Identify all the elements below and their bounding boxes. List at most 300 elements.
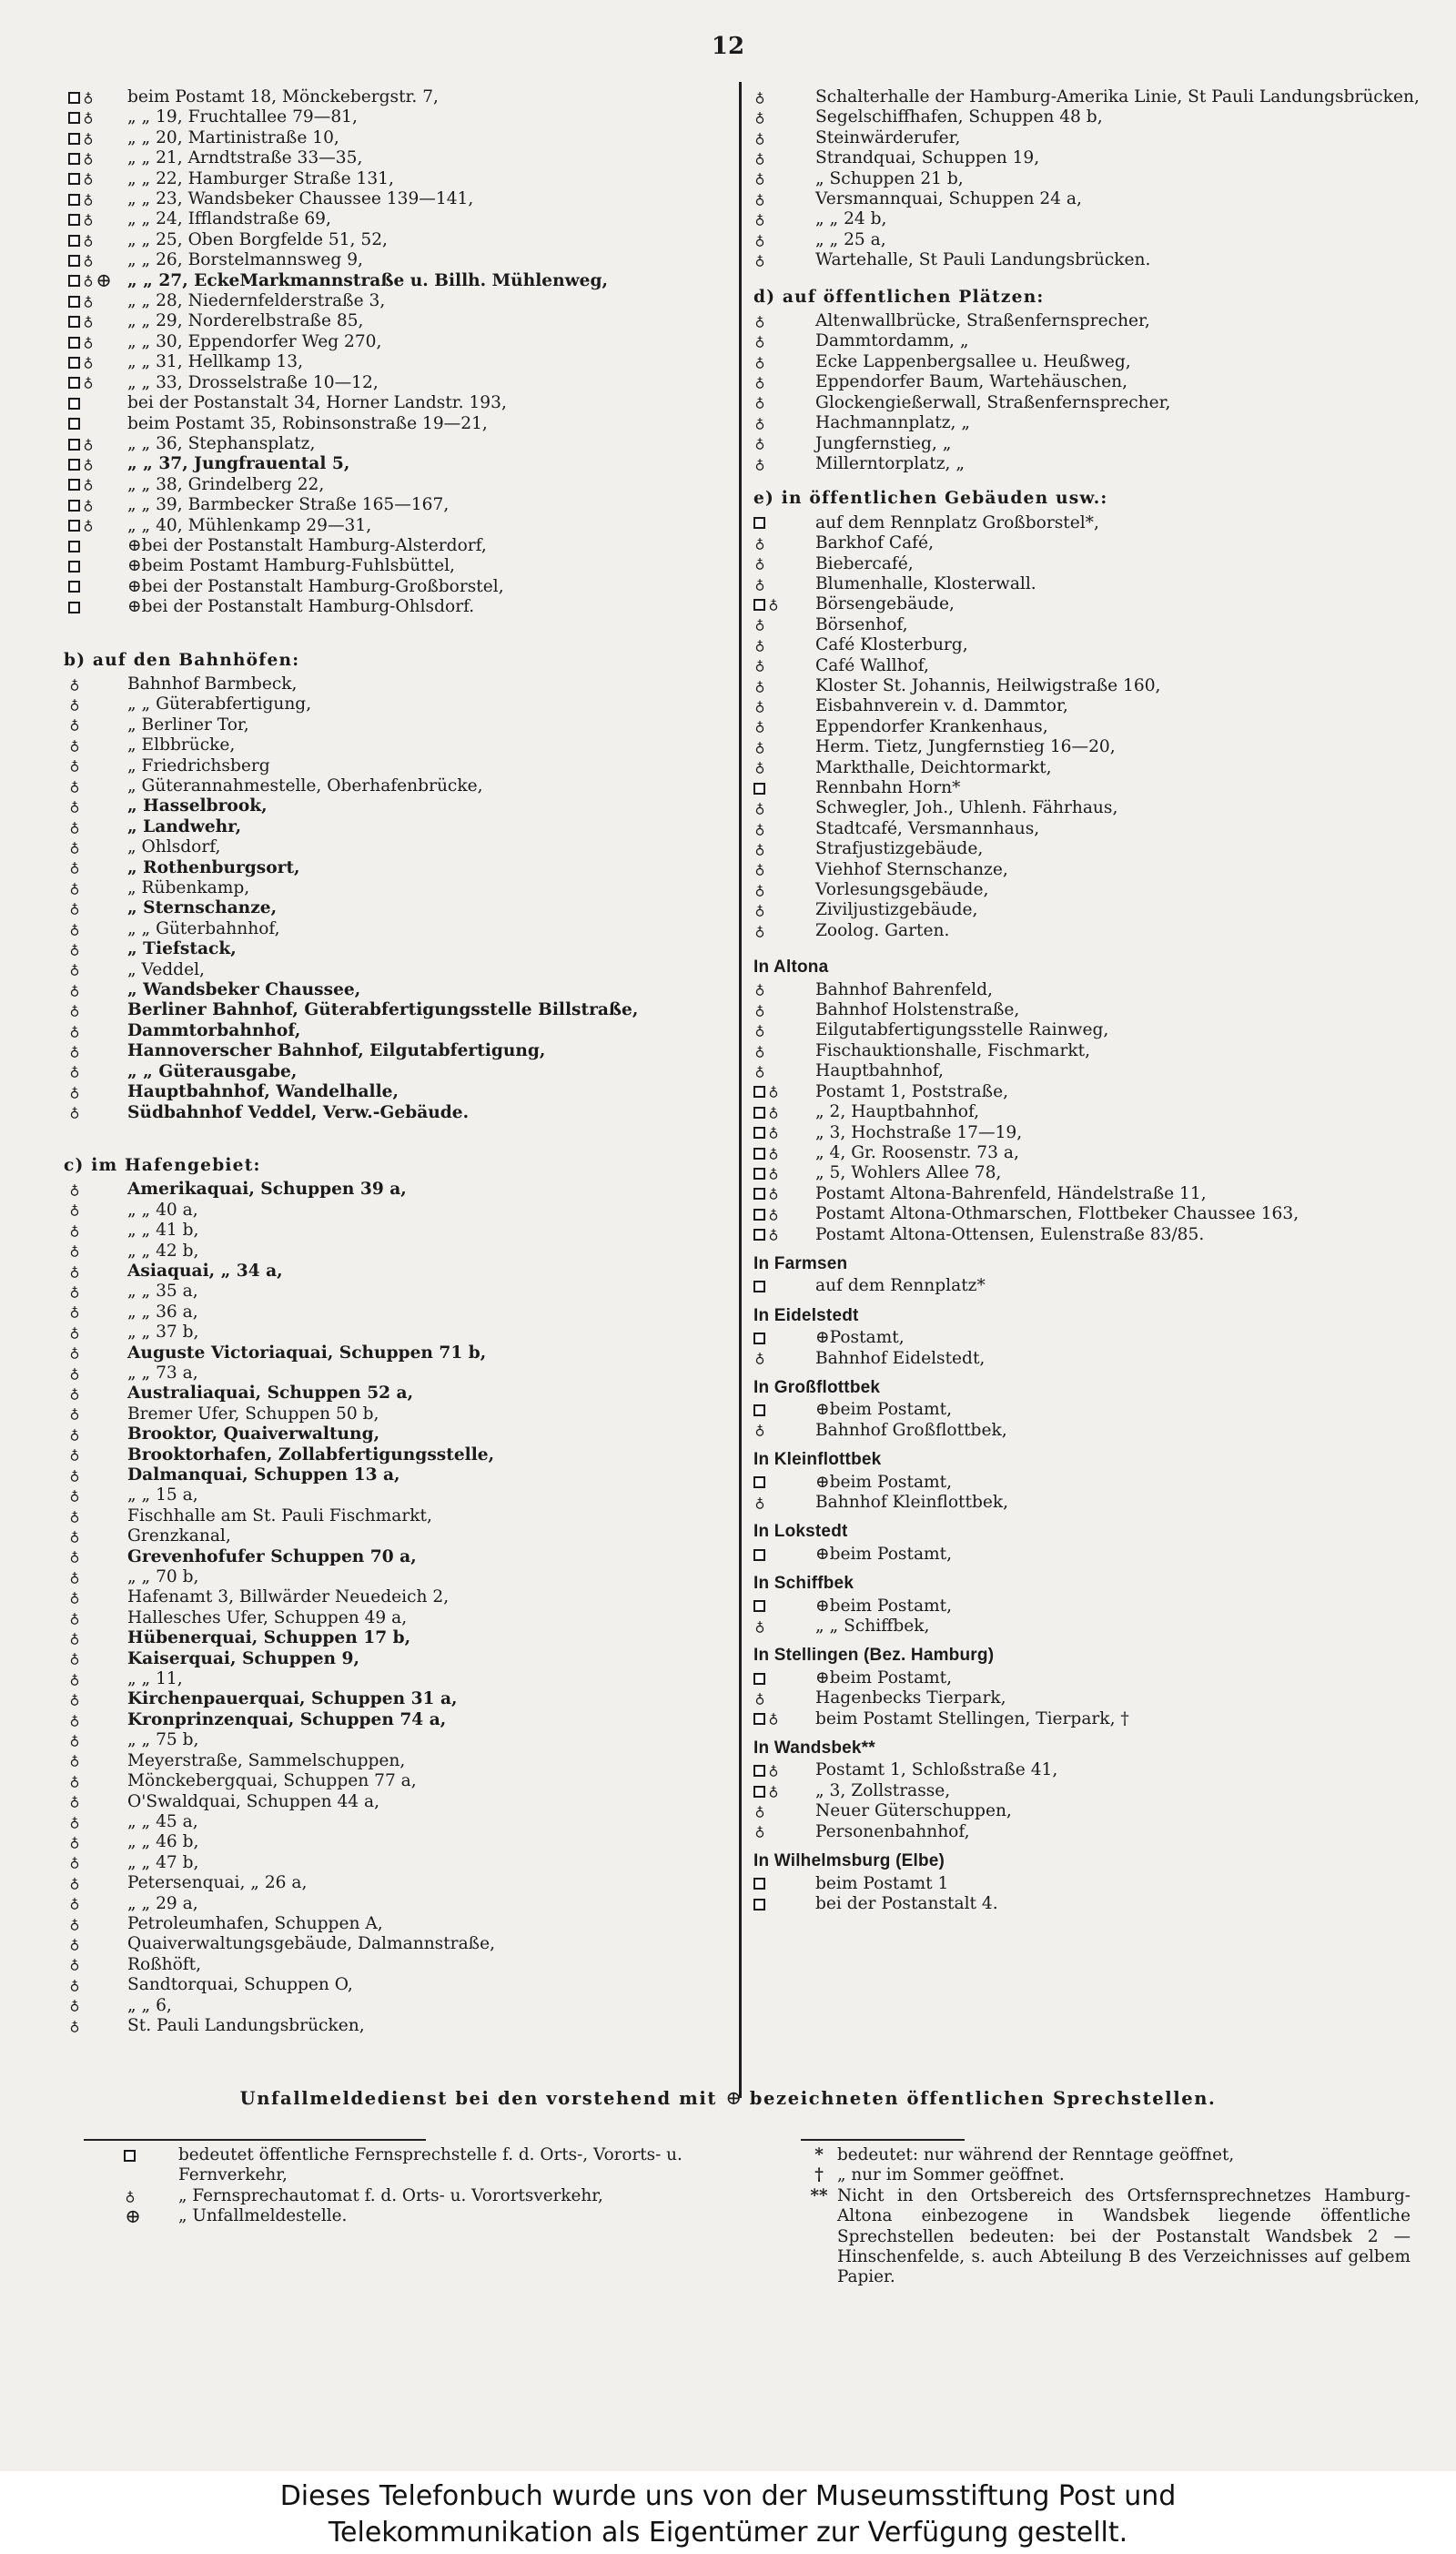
fernsprechautomat-icon: ♁ xyxy=(69,1507,80,1525)
fernsprechautomat-icon: ♁ xyxy=(69,1650,80,1667)
fernsprechautomat-icon: ♁ xyxy=(83,435,94,452)
list-item xyxy=(64,414,721,434)
list-item-text: „ Tiefstack, xyxy=(127,939,237,959)
list-item-text: Hachmannplatz, „ xyxy=(815,413,971,433)
list-item xyxy=(64,1465,721,1485)
fernsprechstelle-square-icon xyxy=(68,357,80,369)
fernsprechautomat-icon: ♁ xyxy=(69,981,80,998)
marker-group xyxy=(64,209,127,229)
fernsprechstelle-square-icon xyxy=(68,194,80,206)
marker-group xyxy=(753,1163,815,1183)
fernsprechstelle-square-icon xyxy=(68,133,80,145)
list-item xyxy=(64,230,721,250)
marker-group xyxy=(753,717,815,737)
place-heading: In Schiffbek xyxy=(753,1574,854,1594)
fernsprechautomat-icon: ♁ xyxy=(754,1823,765,1840)
marker-group xyxy=(64,352,127,372)
fernsprechstelle-square-icon xyxy=(753,1713,765,1725)
marker-group xyxy=(753,1204,815,1224)
marker-group xyxy=(64,1832,127,1852)
list-item-text: bei der Postanstalt 4. xyxy=(815,1893,998,1913)
marker-group xyxy=(753,1400,815,1420)
place-heading: In Großflottbek xyxy=(753,1377,881,1397)
marker-group xyxy=(753,1102,815,1122)
fernsprechautomat-icon: ♁ xyxy=(83,170,94,187)
marker-group xyxy=(64,1323,127,1343)
list-item xyxy=(753,189,1418,209)
list-item xyxy=(64,148,721,168)
footnote xyxy=(801,2145,1410,2165)
fernsprechautomat-icon: ♁ xyxy=(754,231,765,248)
list-item-text: Stadtcafé, Versmannhaus, xyxy=(815,818,1040,838)
marker-group xyxy=(753,860,815,880)
marker-group xyxy=(753,1668,815,1688)
list-item xyxy=(64,1689,721,1709)
list-item xyxy=(753,921,1418,941)
fernsprechstelle-square-icon xyxy=(753,1148,765,1160)
list-item-text: „ „ 20, Martinistraße 10, xyxy=(127,127,339,147)
list-item xyxy=(753,1061,1418,1081)
list-item xyxy=(64,1343,721,1363)
marker-group xyxy=(64,556,127,576)
marker-group xyxy=(64,1628,127,1648)
list-item xyxy=(64,1628,721,1648)
marker-group xyxy=(753,1184,815,1204)
fernsprechautomat-icon: ♁ xyxy=(754,534,765,552)
fernsprechstelle-square-icon xyxy=(753,1107,765,1119)
list-item xyxy=(753,413,1418,433)
fernsprechautomat-icon: ♁ xyxy=(754,922,765,939)
marker-group xyxy=(753,921,815,941)
fernsprechautomat-icon: ♁ xyxy=(69,1425,80,1443)
marker-group xyxy=(64,1669,127,1689)
list-item-text: „ Güterannahmestelle, Oberhafenbrücke, xyxy=(127,776,483,796)
place-heading: In Lokstedt xyxy=(753,1522,848,1542)
list-item xyxy=(753,1102,1418,1122)
marker-group xyxy=(64,1221,127,1241)
fernsprechautomat-icon: ♁ xyxy=(69,1711,80,1728)
section-heading-plaetze: d) auf öffentlichen Plätzen: xyxy=(753,287,1045,307)
list-item-text: „ „ 46 b, xyxy=(127,1832,199,1852)
list-item-text: „ „ Schiffbek, xyxy=(815,1617,930,1637)
fernsprechautomat-icon: ♁ xyxy=(69,1405,80,1423)
marker-group xyxy=(64,1242,127,1262)
fernsprechstelle-square-icon xyxy=(753,1476,765,1488)
fernsprechautomat-icon: ♁ xyxy=(69,1022,80,1039)
list-item-text: Altenwallbrücke, Straßenfernsprecher, xyxy=(815,311,1150,331)
list-item xyxy=(64,878,721,898)
list-item-text: Börsenhof, xyxy=(815,614,908,634)
list-item-text: Neuer Güterschuppen, xyxy=(815,1801,1012,1821)
list-item-text: Glockengießerwall, Straßenfernsprecher, xyxy=(815,392,1171,412)
list-item xyxy=(64,1608,721,1628)
list-item xyxy=(753,635,1418,655)
marker-group xyxy=(64,1873,127,1893)
fernsprechautomat-icon: ♁ xyxy=(69,1589,80,1606)
list-item-text: Bahnhof Bahrenfeld, xyxy=(815,979,993,999)
list-item xyxy=(64,1383,721,1404)
marker-group xyxy=(64,1812,127,1832)
fernsprechautomat-icon: ♁ xyxy=(69,1874,80,1891)
list-item-text: Viehhof Sternschanze, xyxy=(815,859,1008,879)
fernsprechstelle-square-icon xyxy=(68,235,80,247)
list-item-text: ⊕bei der Postanstalt Hamburg-Ohlsdorf. xyxy=(127,597,475,617)
list-item-text: beim Postamt Stellingen, Tierpark, † xyxy=(815,1708,1129,1728)
list-item-text: „ „ 33, Drosselstraße 10—12, xyxy=(127,372,379,392)
marker-group xyxy=(64,1853,127,1873)
fernsprechstelle-square-icon xyxy=(753,1878,765,1890)
list-item-text: auf dem Rennplatz* xyxy=(815,1276,986,1296)
marker-group xyxy=(753,413,815,433)
fernsprechautomat-icon: ♁ xyxy=(69,920,80,937)
fernsprechautomat-icon: ♁ xyxy=(768,1144,779,1161)
list-item-text: „ „ 24, Ifflandstraße 69, xyxy=(127,209,331,229)
list-item xyxy=(753,372,1418,392)
marker-group xyxy=(64,1445,127,1465)
fernsprechautomat-icon: ♁ xyxy=(768,1165,779,1181)
marker-group xyxy=(64,597,127,617)
marker-group xyxy=(64,1201,127,1221)
list-item-text: Vorlesungsgebäude, xyxy=(815,880,989,900)
marker-group xyxy=(64,1710,127,1730)
list-item-text: Eppendorfer Baum, Wartehäuschen, xyxy=(815,372,1128,392)
marker-group xyxy=(753,798,815,818)
marker-group xyxy=(64,1649,127,1669)
fernsprechautomat-icon: ♁ xyxy=(69,838,80,856)
fernsprechautomat-icon: ♁ xyxy=(754,435,765,452)
page-number: 12 xyxy=(711,33,745,60)
list-item xyxy=(64,1000,721,1020)
marker-group xyxy=(64,1343,127,1363)
column-divider xyxy=(739,82,742,2098)
list-item xyxy=(64,1771,721,1791)
list-item-text: O'Swaldquai, Schuppen 44 a, xyxy=(127,1791,380,1811)
fernsprechstelle-square-icon xyxy=(68,500,80,512)
marker-group xyxy=(64,373,127,393)
list-item-text: Australiaquai, Schuppen 52 a, xyxy=(127,1383,414,1404)
list-item xyxy=(64,1567,721,1587)
list-item-text: „ Wandsbeker Chaussee, xyxy=(127,980,361,1000)
list-item-text: „ „ 37, Jungfrauental 5, xyxy=(127,454,350,474)
fernsprechautomat-icon: ♁ xyxy=(69,1956,80,1973)
fernsprechstelle-square-icon xyxy=(68,439,80,451)
list-item xyxy=(64,311,721,331)
list-item-text: Petroleumhafen, Schuppen A, xyxy=(127,1913,383,1933)
marker-group xyxy=(64,898,127,918)
fernsprechautomat-icon: ♁ xyxy=(754,373,765,390)
fernsprechautomat-icon: ♁ xyxy=(69,1466,80,1484)
list-item-text: ⊕beim Postamt, xyxy=(815,1472,953,1492)
fernsprechautomat-icon: ♁ xyxy=(69,961,80,978)
list-item xyxy=(64,87,721,107)
marker-group xyxy=(753,1000,815,1020)
list-item xyxy=(753,1668,1418,1688)
marker-group xyxy=(753,696,815,716)
list-item xyxy=(753,778,1418,798)
marker-group xyxy=(64,1547,127,1567)
list-item xyxy=(753,980,1418,1000)
list-item-text: „ Rübenkamp, xyxy=(127,878,250,898)
marker-group xyxy=(64,735,127,755)
list-item-text: Berliner Bahnhof, Güterabfertigungsstelle Billstraße, xyxy=(127,1000,639,1020)
place-entries xyxy=(753,1276,1418,1296)
legend-rule xyxy=(84,2139,426,2141)
marker-group xyxy=(64,1103,127,1123)
list-item-text: „ „ 38, Grindelberg 22, xyxy=(127,474,325,494)
marker-group xyxy=(753,1760,815,1780)
fernsprechstelle-square-icon xyxy=(753,1549,765,1561)
marker-group xyxy=(753,1545,815,1565)
marker-group xyxy=(753,454,815,474)
marker-group xyxy=(753,778,815,798)
place-entries xyxy=(753,1328,1418,1369)
marker-group xyxy=(64,1894,127,1914)
list-item-text: „ „ 29, Norderelbstraße 85, xyxy=(127,311,364,331)
list-item xyxy=(753,594,1418,614)
fernsprechautomat-icon: ♁ xyxy=(768,1226,779,1243)
list-item xyxy=(753,1328,1418,1348)
list-item xyxy=(64,1506,721,1526)
list-item-text: Postamt Altona-Ottensen, Eulenstraße 83/85. xyxy=(815,1224,1205,1244)
list-item-text: Hauptbahnhof, xyxy=(815,1061,944,1081)
fernsprechautomat-icon: ♁ xyxy=(754,1689,765,1707)
marker-group xyxy=(64,878,127,898)
list-item-text: Biebercafé, xyxy=(815,553,914,573)
fernsprechautomat-icon: ♁ xyxy=(754,981,765,998)
marker-group xyxy=(753,1617,815,1637)
list-item-text: „ „ 39, Barmbecker Straße 165—167, xyxy=(127,495,450,515)
legend-marker xyxy=(124,2145,178,2165)
marker-group xyxy=(64,980,127,1000)
list-item xyxy=(64,1914,721,1934)
marker-group xyxy=(64,128,127,148)
list-item-text: Millerntorplatz, „ xyxy=(815,453,965,473)
list-item xyxy=(753,1709,1418,1729)
marker-group xyxy=(753,1781,815,1801)
list-item-text: Mönckebergquai, Schuppen 77 a, xyxy=(127,1771,417,1791)
fernsprechautomat-icon: ♁ xyxy=(754,129,765,147)
fernsprechautomat-icon: ♁ xyxy=(754,190,765,208)
marker-group xyxy=(64,1771,127,1791)
list-item-text: Auguste Victoriaquai, Schuppen 71 b, xyxy=(127,1343,487,1363)
fernsprechstelle-square-icon xyxy=(68,255,80,267)
fernsprechautomat-icon: ♁ xyxy=(83,251,94,269)
list-item-text: Rennbahn Horn* xyxy=(815,778,961,797)
list-item-text: Postamt Altona-Othmarschen, Flottbeker Chaussee 163, xyxy=(815,1204,1299,1224)
unfallmeldestelle-circle-cross-icon: ⊕ xyxy=(725,2087,743,2109)
list-item-text: „ „ 22, Hamburger Straße 131, xyxy=(127,168,394,188)
gebaeude-list xyxy=(753,513,1418,942)
fernsprechautomat-icon: ♁ xyxy=(754,1494,765,1511)
places-list xyxy=(753,1254,1418,1914)
footnote-text: „ nur im Sommer geöffnet. xyxy=(837,2165,1065,2185)
postal-office-list xyxy=(64,87,721,618)
list-item xyxy=(64,209,721,229)
marker-group xyxy=(64,1689,127,1709)
list-item xyxy=(753,1596,1418,1617)
list-item xyxy=(64,556,721,576)
marker-group xyxy=(64,1955,127,1975)
list-item-text: Roßhöft, xyxy=(127,1954,202,1974)
fernsprechstelle-square-icon xyxy=(68,337,80,349)
list-item xyxy=(64,1975,721,1995)
fernsprechautomat-icon: ♁ xyxy=(754,840,765,857)
fernsprechautomat-icon: ♁ xyxy=(69,818,80,836)
list-item-text: Kloster St. Johannis, Heilwigstraße 160, xyxy=(815,675,1161,695)
marker-group xyxy=(753,87,815,107)
list-item xyxy=(753,331,1418,351)
fernsprechstelle-square-icon xyxy=(753,1281,765,1292)
list-item xyxy=(64,858,721,878)
fernsprechautomat-icon: ♁ xyxy=(768,1185,779,1202)
list-item-text: „ „ 27, EckeMarkmannstraße u. Billh. Mühlenweg, xyxy=(127,270,608,290)
fernsprechautomat-icon: ♁ xyxy=(69,1221,80,1239)
footnote-symbol: ** xyxy=(810,2185,828,2205)
list-item xyxy=(753,860,1418,880)
list-item-text: Petersenquai, „ 26 a, xyxy=(127,1873,308,1893)
list-item-text: „ Landwehr, xyxy=(127,816,242,836)
footnote-rule xyxy=(801,2139,965,2141)
fernsprechautomat-icon: ♁ xyxy=(754,616,765,633)
list-item-text: „ 4, Gr. Roosenstr. 73 a, xyxy=(815,1142,1019,1162)
fernsprechautomat-icon: ♁ xyxy=(69,1997,80,2014)
list-item xyxy=(64,776,721,796)
marker-group xyxy=(64,1996,127,2016)
marker-group xyxy=(753,900,815,920)
list-item-text: „ 2, Hauptbahnhof, xyxy=(815,1102,980,1122)
list-item-text: Börsengebäude, xyxy=(815,594,955,614)
marker-group xyxy=(64,1424,127,1444)
fernsprechstelle-square-icon xyxy=(68,520,80,532)
list-item xyxy=(64,169,721,189)
list-item-text: „ Schuppen 21 b, xyxy=(815,168,964,188)
fernsprechstelle-square-icon xyxy=(68,377,80,389)
marker-group xyxy=(64,577,127,597)
list-item-text: ⊕beim Postamt, xyxy=(815,1544,953,1564)
fernsprechstelle-square-icon xyxy=(68,173,80,185)
footnote-text: Nicht in den Ortsbereich des Ortsfernsprechnetzes Hamburg-Altona einbezogene in Wandsbek liegende öffentliche Sprechstellen bedeuten: bei der Postanstalt Wandsbek 2 — Hinschenfelde, s. auch Abteilung B des Verzeichnisses auf gelbem Papier. xyxy=(837,2185,1410,2287)
list-item-text: Hagenbecks Tierpark, xyxy=(815,1688,1006,1708)
list-item-text: „ Veddel, xyxy=(127,959,205,979)
list-item-text: Hauptbahnhof, Wandelhalle, xyxy=(127,1082,399,1102)
fernsprechautomat-icon: ♁ xyxy=(768,1205,779,1222)
fernsprechautomat-icon: ♁ xyxy=(754,251,765,269)
fernsprechstelle-square-icon xyxy=(753,1086,765,1098)
fernsprechstelle-square-icon xyxy=(68,418,80,430)
list-item-text: „ „ 15 a, xyxy=(127,1485,198,1505)
list-item-text: „ Friedrichsberg xyxy=(127,755,270,775)
list-item xyxy=(753,574,1418,594)
marker-group xyxy=(64,1914,127,1934)
list-item xyxy=(753,717,1418,737)
altona-list xyxy=(753,980,1418,1245)
fernsprechautomat-icon: ♁ xyxy=(754,1350,765,1367)
marker-group xyxy=(64,1975,127,1995)
fernsprechstelle-square-icon xyxy=(68,296,80,308)
list-item xyxy=(753,1688,1418,1708)
fernsprechstelle-square-icon xyxy=(68,92,80,104)
list-item xyxy=(753,454,1418,474)
marker-group xyxy=(64,454,127,474)
list-item xyxy=(753,696,1418,716)
marker-group xyxy=(64,837,127,857)
unfall-note-after: bezeichneten öffentlichen Sprechstellen. xyxy=(749,2088,1217,2109)
fernsprechautomat-icon: ♁ xyxy=(754,1042,765,1059)
list-item xyxy=(64,1710,721,1730)
marker-group xyxy=(753,1061,815,1081)
section-heading-bahnhoefe: b) auf den Bahnhöfen: xyxy=(64,650,300,670)
list-item-text: „ „ 19, Fruchtallee 79—81, xyxy=(127,107,358,127)
fernsprechautomat-icon: ♁ xyxy=(69,736,80,754)
list-item xyxy=(64,373,721,393)
list-item xyxy=(64,1730,721,1750)
fernsprechautomat-icon: ♁ xyxy=(768,1103,779,1120)
marker-group xyxy=(753,1328,815,1348)
fernsprechstelle-square-icon xyxy=(68,214,80,226)
list-item xyxy=(64,1082,721,1102)
list-item xyxy=(753,1400,1418,1420)
marker-group xyxy=(753,758,815,778)
marker-group xyxy=(64,1082,127,1102)
list-item-text: beim Postamt 35, Robinsonstraße 19—21, xyxy=(127,413,488,433)
list-item xyxy=(64,1363,721,1383)
fernsprechautomat-icon: ♁ xyxy=(69,1181,80,1198)
unfallmeldestelle-circle-cross-icon: ⊕ xyxy=(125,2204,141,2227)
hafen-continued-list xyxy=(753,87,1418,271)
fernsprechautomat-icon: ♁ xyxy=(83,496,94,513)
place-heading: In Eidelstedt xyxy=(753,1305,859,1325)
banner-line-1: Dieses Telefonbuch wurde uns von der Museumsstiftung Post und xyxy=(279,2480,1177,2512)
list-item xyxy=(64,898,721,918)
list-item xyxy=(753,169,1418,189)
place-entries xyxy=(753,1400,1418,1441)
list-item-text: „ „ 28, Niedernfelderstraße 3, xyxy=(127,291,386,311)
fernsprechautomat-icon: ♁ xyxy=(69,1303,80,1321)
marker-group xyxy=(64,1363,127,1383)
fernsprechstelle-square-icon xyxy=(753,1673,765,1685)
marker-group xyxy=(64,1021,127,1041)
list-item xyxy=(64,434,721,454)
marker-group xyxy=(753,1020,815,1040)
marker-group xyxy=(753,635,815,655)
list-item-text: Bahnhof Eidelstedt, xyxy=(815,1348,986,1368)
list-item xyxy=(753,1041,1418,1061)
list-item-text: Eilgutabfertigungsstelle Rainweg, xyxy=(815,1020,1109,1040)
fernsprechstelle-square-icon xyxy=(68,112,80,124)
fernsprechstelle-square-icon xyxy=(753,1229,765,1241)
fernsprechautomat-icon: ♁ xyxy=(754,636,765,654)
list-item xyxy=(64,1853,721,1873)
list-item-text: Brooktor, Quaiverwaltung, xyxy=(127,1424,380,1444)
list-item xyxy=(64,189,721,209)
list-item xyxy=(64,919,721,939)
place-heading-altona: In Altona xyxy=(753,958,829,978)
list-item-text: „ „ 11, xyxy=(127,1669,183,1689)
list-item xyxy=(64,577,721,597)
marker-group xyxy=(64,250,127,270)
list-item-text: ⊕beim Postamt Hamburg-Fuhlsbüttel, xyxy=(127,556,455,576)
list-item xyxy=(64,271,721,291)
list-item-text: „ „ 25, Oben Borgfelde 51, 52, xyxy=(127,229,388,249)
place-heading: In Stellingen (Bez. Hamburg) xyxy=(753,1646,995,1666)
list-item-text: „ „ 40 a, xyxy=(127,1200,198,1220)
marker-group xyxy=(753,737,815,757)
footnote-symbol: * xyxy=(814,2145,824,2164)
list-item-text: ⊕Postamt, xyxy=(815,1328,905,1348)
list-item-text: ⊕beim Postamt, xyxy=(815,1667,953,1687)
fernsprechautomat-icon: ♁ xyxy=(69,1242,80,1260)
list-item-text: Sandtorquai, Schuppen O, xyxy=(127,1975,353,1995)
